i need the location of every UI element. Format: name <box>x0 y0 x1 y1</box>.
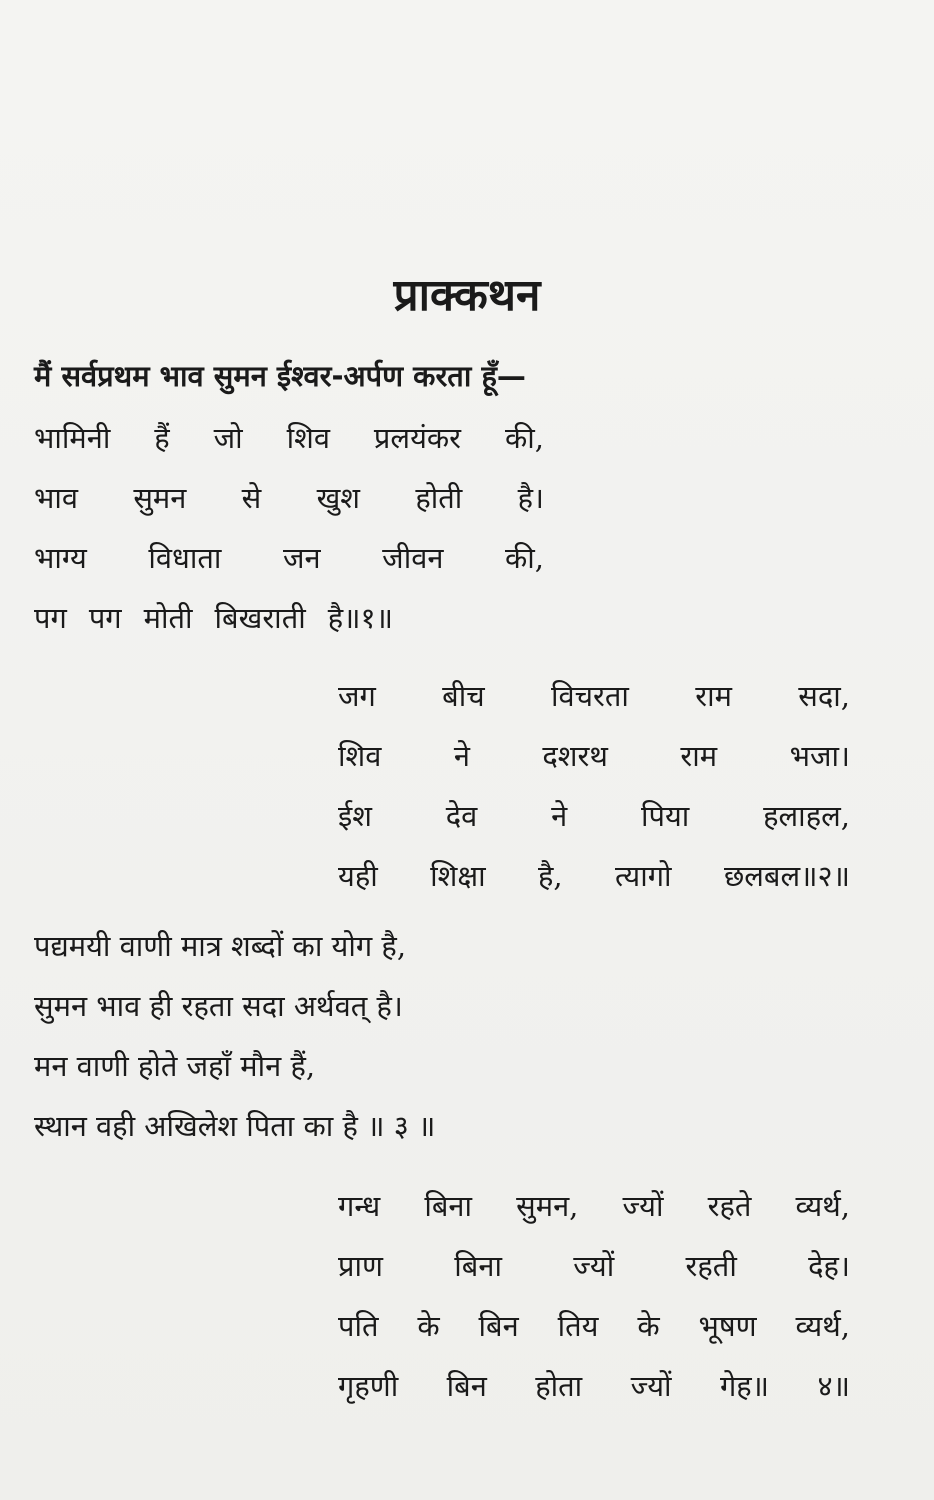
verse-word: तिय <box>557 1309 599 1343</box>
verse-word: राम <box>680 739 718 773</box>
verse-word: सदा, <box>798 679 850 713</box>
verse-line <box>34 528 544 588</box>
verse-word: ईश <box>338 799 372 833</box>
verse-word: ज्यों <box>630 1369 672 1403</box>
verse-word: ४॥ <box>817 1369 850 1403</box>
verse-word: राम <box>695 679 732 713</box>
verse-word: शिव <box>338 739 382 773</box>
verse-word: त्यागो <box>614 859 672 893</box>
verse-line <box>34 468 544 528</box>
verse-word: भामिनी <box>34 421 111 455</box>
stanza-3 <box>34 916 435 1156</box>
verse-word: हलाहल, <box>763 799 850 833</box>
stanza-1 <box>34 408 544 648</box>
verse-word: शिक्षा <box>430 859 486 893</box>
verse-word: विधाता <box>148 541 222 575</box>
verse-word: विचरता <box>550 679 629 713</box>
verse-word: सुमन, <box>516 1189 579 1223</box>
verse-line <box>338 1176 850 1236</box>
verse-word: पग <box>34 601 67 635</box>
verse-word: होता <box>535 1369 583 1403</box>
verse-word: हैं <box>154 421 170 455</box>
verse-word: व्यर्थ, <box>795 1189 850 1223</box>
verse-word: है। <box>517 481 544 515</box>
verse-word: भाव <box>34 481 79 515</box>
verse-line <box>338 786 850 846</box>
verse-line <box>338 1236 850 1296</box>
verse-line: मन वाणी होते जहाँ मौन हैं, <box>34 1049 316 1083</box>
verse-word: बिखराती <box>214 601 306 635</box>
verse-word: शिव <box>286 421 330 455</box>
verse-word: ज्यों <box>622 1189 664 1223</box>
verse-word: छलबल॥२॥ <box>723 859 850 893</box>
verse-line <box>338 666 850 726</box>
verse-word: के <box>637 1309 660 1343</box>
verse-word: प्रलयंकर <box>373 421 462 455</box>
stanza-4 <box>338 1176 850 1416</box>
verse-word: बीच <box>442 679 485 713</box>
verse-word: रहते <box>707 1189 752 1223</box>
verse-line: पद्यमयी वाणी मात्र शब्दों का योग है, <box>34 929 407 963</box>
verse-word: है॥१॥ <box>327 601 393 635</box>
verse-word: पति <box>338 1309 379 1343</box>
verse-word: पिया <box>641 799 690 833</box>
verse-word: जो <box>213 421 243 455</box>
verse-line <box>338 1356 850 1416</box>
verse-line <box>34 588 544 648</box>
verse-word: यही <box>338 859 378 893</box>
verse-line <box>338 726 850 786</box>
verse-line <box>338 1296 850 1356</box>
stanza-2 <box>338 666 850 906</box>
verse-word: देह। <box>808 1249 850 1283</box>
verse-line: सुमन भाव ही रहता सदा अर्थवत् है। <box>34 989 403 1023</box>
verse-word: की, <box>504 421 544 455</box>
verse-word: खुश <box>316 481 361 515</box>
verse-word: जग <box>338 679 376 713</box>
verse-word: पग <box>88 601 122 635</box>
verse-word: ज्यों <box>573 1249 615 1283</box>
verse-word: है, <box>538 859 563 893</box>
verse-word: बिन <box>478 1309 519 1343</box>
verse-word: देव <box>445 799 478 833</box>
verse-word: मोती <box>143 601 193 635</box>
verse-line <box>34 408 544 468</box>
verse-word: बिना <box>424 1189 473 1223</box>
verse-word: जन <box>283 541 321 575</box>
page-title: प्राक्कथन <box>393 270 541 321</box>
verse-line: स्थान वही अखिलेश पिता का है ॥ ३ ॥ <box>34 1109 436 1143</box>
verse-word: दशरथ <box>542 739 608 773</box>
verse-word: रहती <box>685 1249 737 1283</box>
verse-word: की, <box>504 541 544 575</box>
intro-line: मैं सर्वप्रथम भाव सुमन ईश्वर-अर्पण करता हूँ— <box>34 359 526 393</box>
verse-word: बिना <box>454 1249 502 1283</box>
verse-word: के <box>417 1309 440 1343</box>
verse-word: ने <box>453 739 470 773</box>
verse-word: भाग्य <box>34 541 87 575</box>
verse-word: होती <box>415 481 463 515</box>
verse-word: ने <box>551 799 568 833</box>
verse-word: गेह॥ <box>719 1369 770 1403</box>
verse-word: सुमन <box>133 481 187 515</box>
verse-word: भजा। <box>789 739 850 773</box>
verse-word: गन्ध <box>338 1189 381 1223</box>
verse-word: बिन <box>446 1369 487 1403</box>
verse-word: भूषण <box>698 1309 757 1343</box>
verse-word: प्राण <box>338 1249 383 1283</box>
verse-word: से <box>241 481 262 515</box>
verse-word: जीवन <box>382 541 444 575</box>
verse-word: गृहणी <box>338 1369 399 1403</box>
verse-word: व्यर्थ, <box>795 1309 850 1343</box>
verse-line <box>338 846 850 906</box>
